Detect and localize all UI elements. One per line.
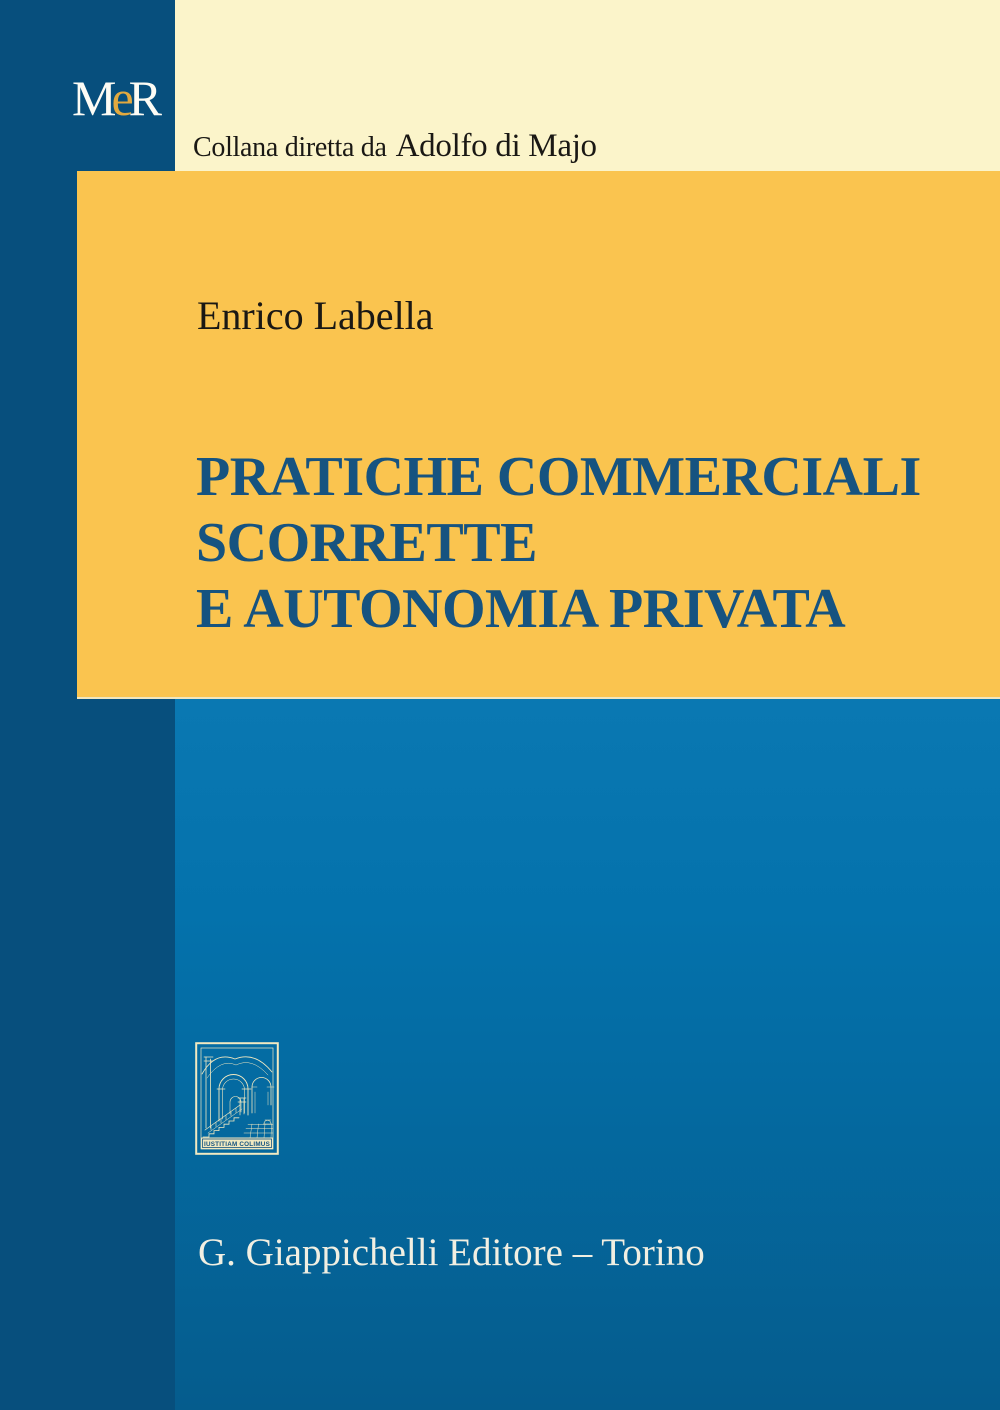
series-logo-m: M — [72, 70, 115, 126]
title-line: SCORRETTE — [196, 512, 537, 574]
giappichelli-emblem-icon — [195, 1042, 279, 1155]
collana-line — [193, 128, 597, 165]
book-title — [196, 444, 921, 642]
emblem-motto: IUSTITIAM COLIMUS — [204, 1142, 270, 1148]
series-logo-mer — [72, 70, 161, 126]
series-logo-e: e — [111, 70, 132, 126]
series-logo-r: R — [128, 70, 161, 126]
collana-director: Adolfo di Majo — [395, 128, 597, 164]
blue-gradient-region — [175, 699, 1000, 1410]
title-line: PRATICHE COMMERCIALI — [196, 446, 921, 508]
publisher-line: G. Giappichelli Editore – Torino — [198, 1231, 705, 1274]
title-line: E AUTONOMIA PRIVATA — [196, 578, 846, 640]
collana-prefix: Collana diretta da — [193, 132, 387, 163]
author-name: Enrico Labella — [197, 293, 434, 338]
